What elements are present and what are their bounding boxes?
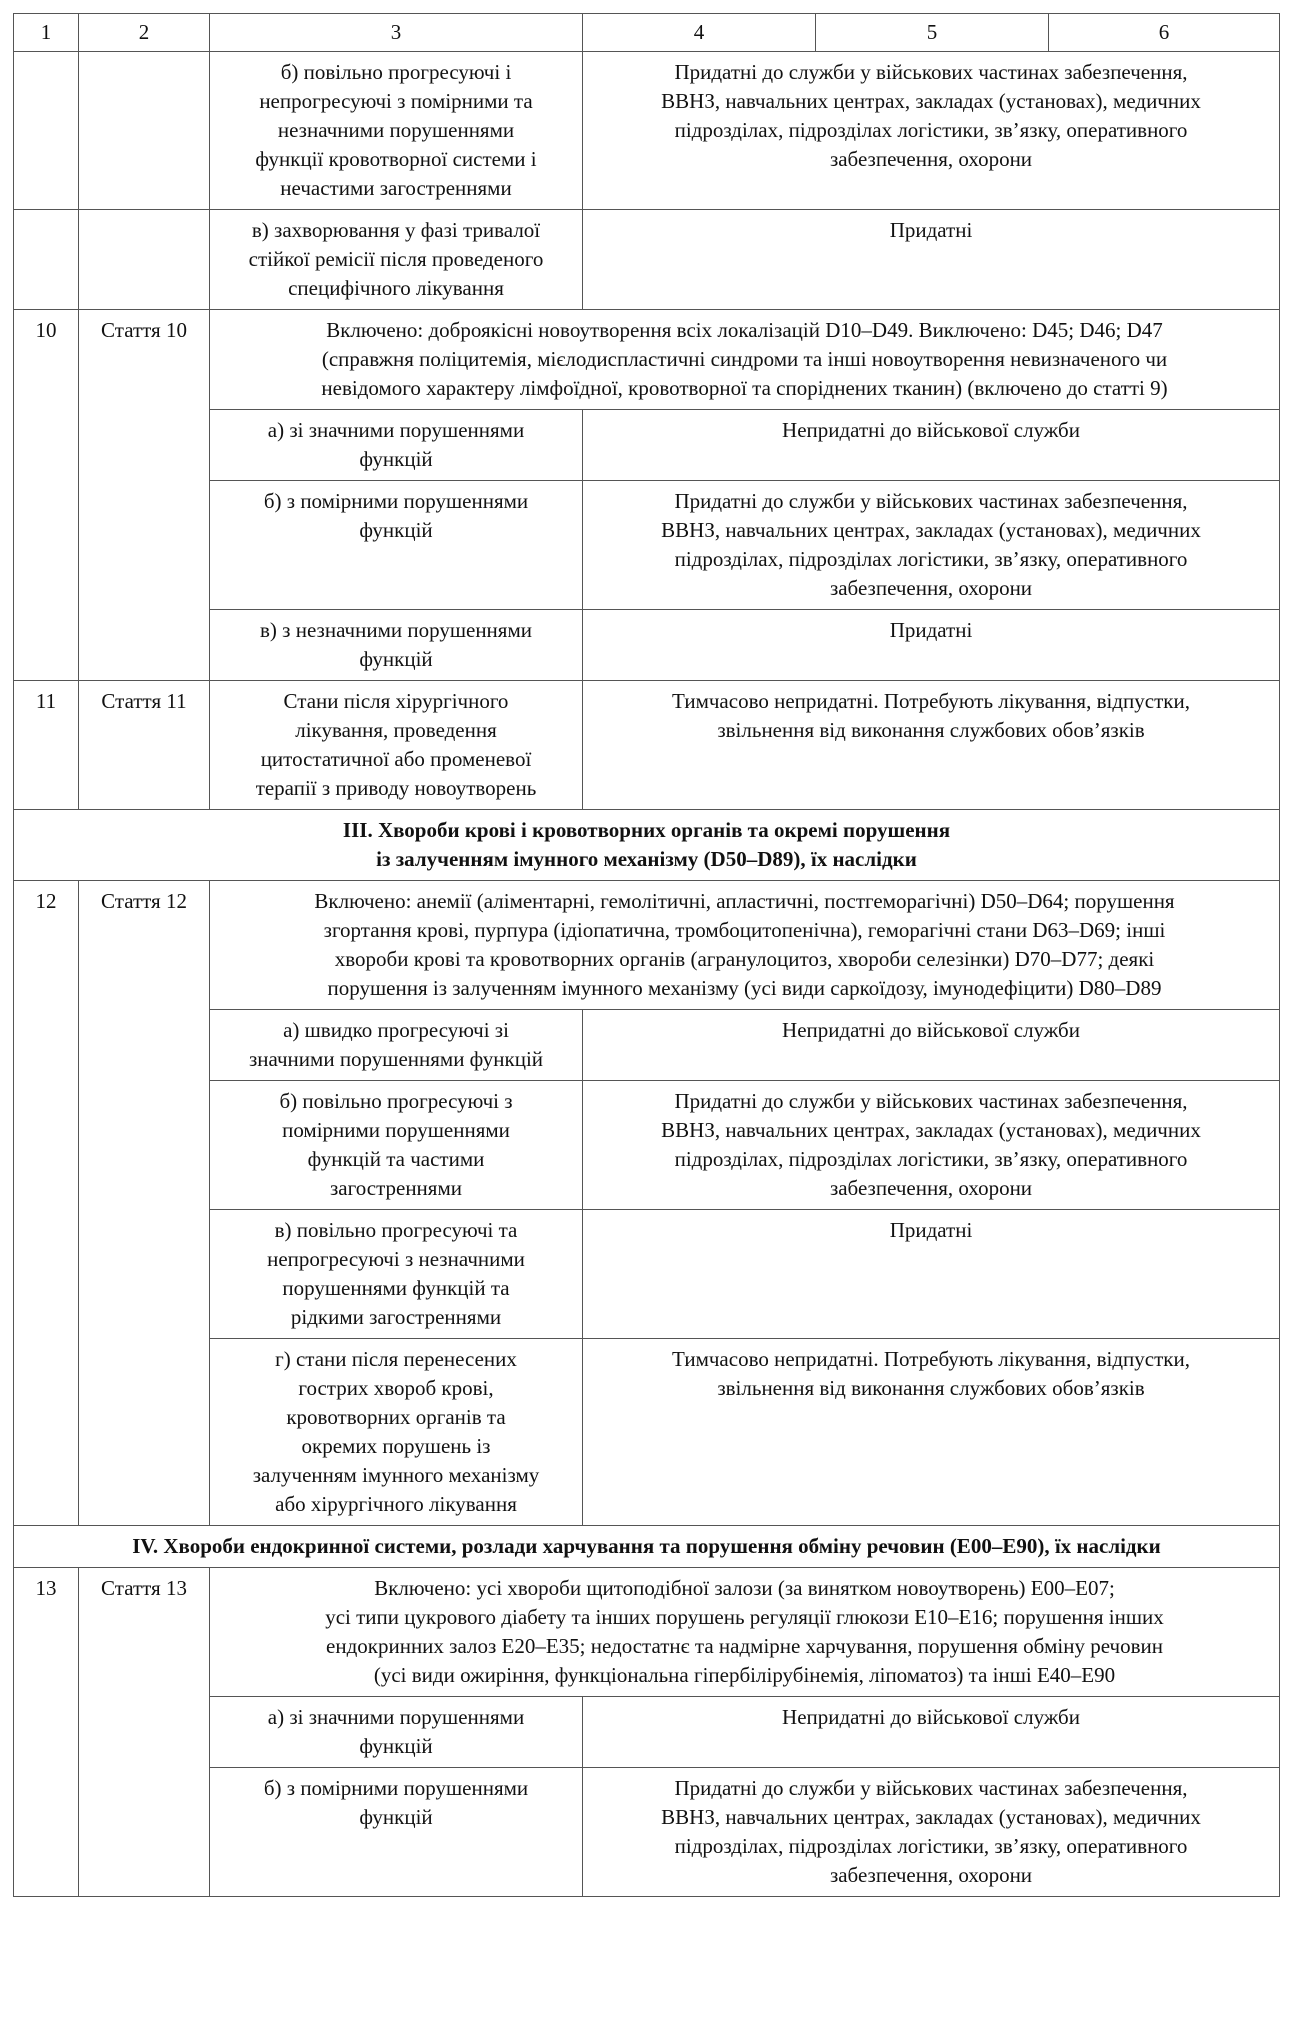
- column-header: 4: [583, 14, 816, 52]
- article-cell: Стаття 13: [79, 1568, 210, 1897]
- verdict-cell: Придатні до служби у військових частинах забезпечення, ВВНЗ, навчальних центрах, закладах (установах), медичних підрозділах, підрозділах логістики, зв’язку, оперативного забезпечення, охорони: [583, 481, 1280, 610]
- article-10-included-row: [14, 310, 1280, 410]
- verdict-cell: Придатні до служби у військових частинах забезпечення, ВВНЗ, навчальних центрах, закладах (установах), медичних підрозділах, підрозділах логістики, зв’язку, оперативного забезпечення, охорони: [583, 52, 1280, 210]
- article-cell: Стаття 11: [79, 681, 210, 810]
- article-cell: Стаття 12: [79, 881, 210, 1526]
- condition-cell: б) повільно прогресуючі і непрогресуючі з помірними та незначними порушеннями функції кровотворної системи і нечастими загостреннями: [210, 52, 583, 210]
- condition-cell: в) з незначними порушеннями функцій: [210, 610, 583, 681]
- verdict-cell: Непридатні до військової служби: [583, 1010, 1280, 1081]
- section-heading: IV. Хвороби ендокринної системи, розлади харчування та порушення обміну речовин (E00–E90), їх наслідки: [14, 1526, 1280, 1568]
- verdict-cell: Тимчасово непридатні. Потребують лікування, відпустки, звільнення від виконання службових обов’язків: [583, 681, 1280, 810]
- section-heading-row: [14, 810, 1280, 881]
- number-cell: 10: [14, 310, 79, 681]
- condition-cell: Стани після хірургічного лікування, проведення цитостатичної або променевої терапії з приводу новоутворень: [210, 681, 583, 810]
- table-row: [14, 52, 1280, 210]
- column-header: 6: [1049, 14, 1280, 52]
- verdict-cell: Придатні до служби у військових частинах забезпечення, ВВНЗ, навчальних центрах, закладах (установах), медичних підрозділах, підрозділах логістики, зв’язку, оперативного забезпечення, охорони: [583, 1081, 1280, 1210]
- verdict-cell: Придатні: [583, 210, 1280, 310]
- condition-cell: б) з помірними порушеннями функцій: [210, 481, 583, 610]
- column-header: 2: [79, 14, 210, 52]
- number-cell: 12: [14, 881, 79, 1526]
- number-cell: [14, 52, 79, 210]
- verdict-cell: Непридатні до військової служби: [583, 410, 1280, 481]
- verdict-cell: Тимчасово непридатні. Потребують лікування, відпустки, звільнення від виконання службових обов’язків: [583, 1339, 1280, 1526]
- section-heading-row: [14, 1526, 1280, 1568]
- number-cell: 11: [14, 681, 79, 810]
- condition-cell: а) зі значними порушеннями функцій: [210, 1697, 583, 1768]
- article-13-included-row: [14, 1568, 1280, 1697]
- number-cell: [14, 210, 79, 310]
- fitness-schedule-table: [13, 13, 1280, 1897]
- included-cell: Включено: анемії (аліментарні, гемолітичні, апластичні, постгеморагічні) D50–D64; порушення згортання крові, пурпура (ідіопатична, тромбоцитопенічна), геморагічні стани D63–D69; інші хвороби крові та кровотворних органів (агранулоцитоз, хвороби селезінки) D70–D77; деякі порушення із залученням імунного механізму (усі види саркоїдозу, імунодефіцити) D80–D89: [210, 881, 1280, 1010]
- number-cell: 13: [14, 1568, 79, 1897]
- article-cell: [79, 52, 210, 210]
- condition-cell: в) захворювання у фазі тривалої стійкої ремісії після проведеного специфічного лікування: [210, 210, 583, 310]
- column-header: 1: [14, 14, 79, 52]
- condition-cell: г) стани після перенесених гострих хвороб крові, кровотворних органів та окремих порушень із залученням імунного механізму або хірургічного лікування: [210, 1339, 583, 1526]
- verdict-cell: Придатні: [583, 610, 1280, 681]
- article-cell: Стаття 10: [79, 310, 210, 681]
- condition-cell: б) повільно прогресуючі з помірними порушеннями функцій та частими загостреннями: [210, 1081, 583, 1210]
- article-11-row: [14, 681, 1280, 810]
- condition-cell: в) повільно прогресуючі та непрогресуючі з незначними порушеннями функцій та рідкими загостреннями: [210, 1210, 583, 1339]
- included-cell: Включено: доброякісні новоутворення всіх локалізацій D10–D49. Виключено: D45; D46; D47 (справжня поліцитемія, мієлодиспластичні синдроми та інші новоутворення невизначеного чи невідомого характеру лімфоїдної, кровотворної та споріднених тканин) (включено до статті 9): [210, 310, 1280, 410]
- column-number-row: [14, 14, 1280, 52]
- condition-cell: а) зі значними порушеннями функцій: [210, 410, 583, 481]
- verdict-cell: Придатні до служби у військових частинах забезпечення, ВВНЗ, навчальних центрах, закладах (установах), медичних підрозділах, підрозділах логістики, зв’язку, оперативного забезпечення, охорони: [583, 1768, 1280, 1897]
- table-row: [14, 210, 1280, 310]
- included-cell: Включено: усі хвороби щитоподібної залози (за винятком новоутворень) E00–E07; усі типи цукрового діабету та інших порушень регуляції глюкози E10–E16; порушення інших ендокринних залоз E20–E35; недостатнє та надмірне харчування, порушення обміну речовин (усі види ожиріння, функціональна гіпербілірубінемія, ліпоматоз) та інші E40–E90: [210, 1568, 1280, 1697]
- article-12-included-row: [14, 881, 1280, 1010]
- verdict-cell: Придатні: [583, 1210, 1280, 1339]
- verdict-cell: Непридатні до військової служби: [583, 1697, 1280, 1768]
- article-cell: [79, 210, 210, 310]
- condition-cell: а) швидко прогресуючі зі значними порушеннями функцій: [210, 1010, 583, 1081]
- condition-cell: б) з помірними порушеннями функцій: [210, 1768, 583, 1897]
- section-heading: III. Хвороби крові і кровотворних органів та окремі порушення із залученням імунного механізму (D50–D89), їх наслідки: [14, 810, 1280, 881]
- column-header: 3: [210, 14, 583, 52]
- column-header: 5: [816, 14, 1049, 52]
